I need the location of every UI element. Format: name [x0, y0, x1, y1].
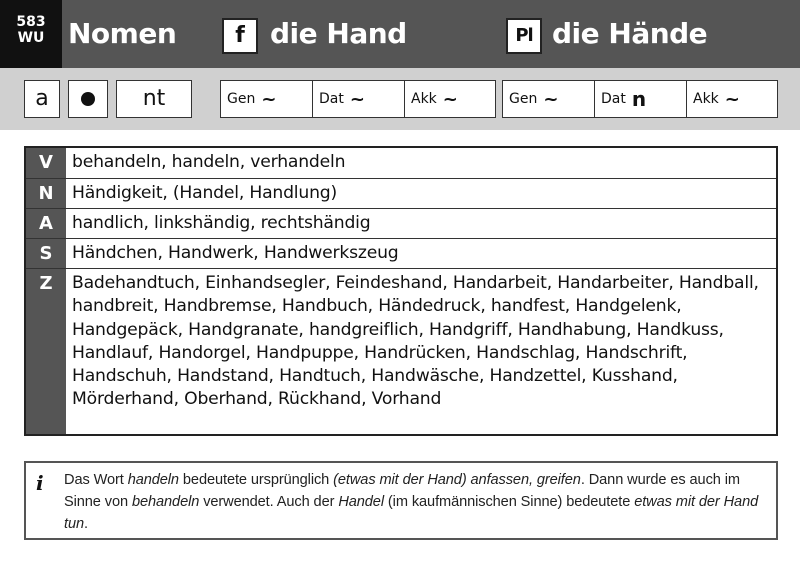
- word-family-row-nouns: [26, 179, 776, 209]
- row-text: Händigkeit, (Handel, Handlung): [72, 183, 337, 203]
- card-number-badge: [0, 0, 62, 68]
- word-family-row-adjectives: [26, 209, 776, 239]
- plural-marker-box: Pl: [506, 18, 542, 54]
- row-tag: Z: [26, 269, 66, 434]
- card-header: [0, 0, 800, 68]
- singular-case-dat: Dat ~: [313, 81, 405, 117]
- row-tag: N: [26, 179, 66, 208]
- word-type: Nomen: [68, 17, 177, 50]
- plural-form: die Hände: [552, 17, 708, 50]
- info-box: [24, 461, 778, 540]
- singular-form: die Hand: [270, 17, 407, 50]
- grammar-box-dot: [68, 80, 108, 118]
- grammar-box-ending: nt: [116, 80, 192, 118]
- plural-case-dat: Dat n: [595, 81, 687, 117]
- plural-case-akk: Akk ~: [693, 88, 740, 110]
- row-text: handlich, linkshändig, rechtshändig: [72, 213, 371, 233]
- card-code: WU: [17, 30, 45, 46]
- word-family-table: [24, 146, 778, 436]
- filled-dot-icon: [81, 92, 95, 106]
- info-icon: i: [36, 471, 44, 495]
- singular-case-table: [220, 80, 496, 118]
- row-tag: V: [26, 148, 66, 178]
- plural-case-gen: Gen ~: [503, 81, 595, 117]
- singular-case-gen: Gen ~: [221, 81, 313, 117]
- word-family-row-compounds: [26, 269, 776, 434]
- row-text: behandeln, handeln, verhandeln: [72, 152, 346, 172]
- row-text: Badehandtuch, Einhandsegler, Feindeshand, Handarbeit, Handarbeiter, Handball, handbreit, Handbremse, Handbuch, Händedruck, handfest, Handgelenk, Handgepäck, Handgranate, handgreiflich, Handgriff, Handhabung, Handkuss, Handlauf, Handorgel, Handpuppe, Handrücken, Handschlag, Handschrift, Handschuh, Handstand, Handtuch, Handwäsche, Handzettel, Kusshand, Mörderhand, Oberhand, Rückhand, Vorhand: [72, 273, 759, 410]
- grammar-box-vowel: a: [24, 80, 60, 118]
- plural-case-table: [502, 80, 778, 118]
- card-number: 583: [16, 14, 46, 30]
- row-text: Händchen, Handwerk, Handwerkszeug: [72, 243, 399, 263]
- gender-marker-box: f: [222, 18, 258, 54]
- row-tag: S: [26, 239, 66, 268]
- grammar-strip: [0, 68, 800, 130]
- info-text: Das Wort handeln bedeutete ursprünglich (etwas mit der Hand) anfassen, greifen. Dann wurde es auch im Sinne von behandeln verwendet. Auch der Handel (im kaufmännischen Sinne) bedeutete etwas mit der Hand tun.: [64, 472, 759, 532]
- row-tag: A: [26, 209, 66, 238]
- word-family-row-diminutives: [26, 239, 776, 269]
- word-family-row-verbs: [26, 148, 776, 179]
- singular-case-akk: Akk ~: [411, 88, 458, 110]
